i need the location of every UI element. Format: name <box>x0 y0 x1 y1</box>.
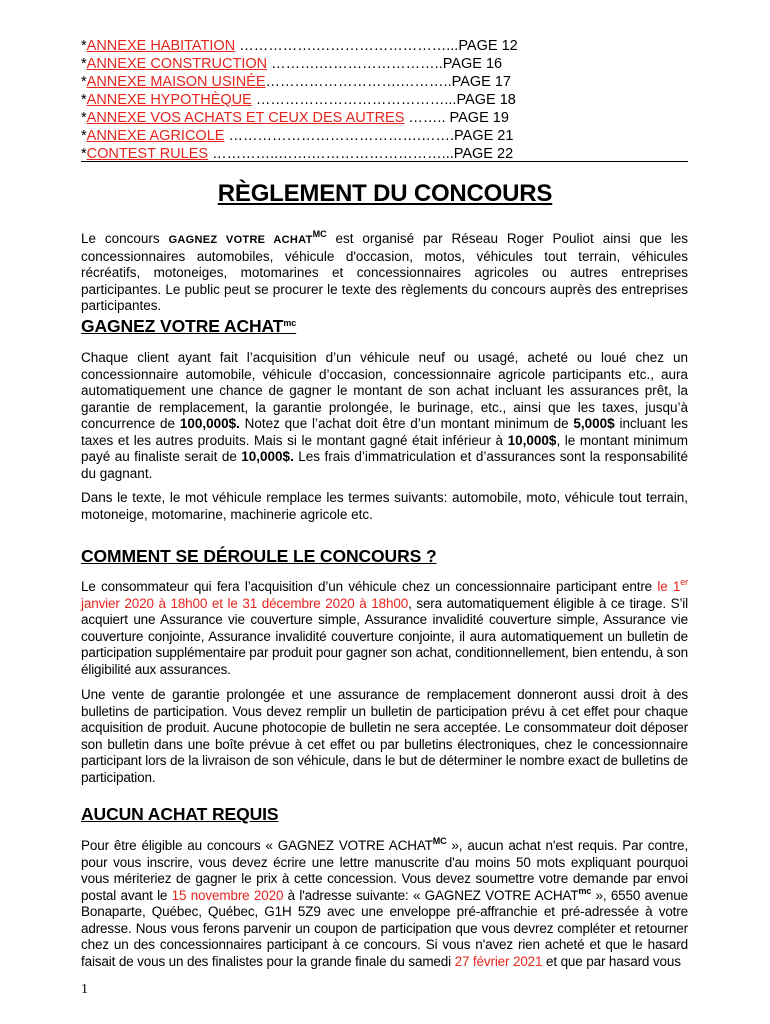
section-heading-deroulement: COMMENT SE DÉROULE LE CONCOURS ? <box>81 546 437 566</box>
toc-row <box>81 73 541 91</box>
trademark: MC <box>312 229 327 239</box>
eligibility-paragraph <box>81 579 688 678</box>
toc-page: PAGE 16 <box>442 56 503 72</box>
toc-page: PAGE 22 <box>453 146 514 162</box>
intro-text: Le concours <box>81 231 169 246</box>
toc-row <box>81 55 541 73</box>
toc-prefix: * <box>81 92 87 108</box>
toc-row <box>81 109 541 127</box>
trademark: mc <box>578 885 592 896</box>
section-heading-aucun-achat: AUCUN ACHAT REQUIS <box>81 804 279 824</box>
toc-page: PAGE 18 <box>456 92 516 108</box>
trademark: mc <box>283 318 297 328</box>
toc-link-annexe-construction[interactable]: ANNEXE CONSTRUCTION <box>86 56 268 72</box>
date-highlight: le 1 <box>657 579 681 594</box>
section-heading-gagnez <box>81 316 296 337</box>
page-title: RÈGLEMENT DU CONCOURS <box>217 180 553 207</box>
toc-link-annexe-vos-achats[interactable]: ANNEXE VOS ACHATS ET CEUX DES AUTRES <box>86 110 405 126</box>
text: incluant les taxes et les autres produits. Mais si le montant gagné était inférieur à <box>81 416 688 448</box>
amount: 100,000$. <box>179 416 240 431</box>
toc-page: PAGE 17 <box>451 74 511 90</box>
toc-leader: …………………………………... <box>251 92 457 108</box>
toc-link-annexe-maison-usinee[interactable]: ANNEXE MAISON USINÉE <box>86 74 266 90</box>
toc-page: PAGE 21 <box>454 128 514 144</box>
amount: 10,000$ <box>507 432 557 448</box>
date-sup: er <box>680 577 688 587</box>
text: », aucun achat n'est requis. Par contre, pour vous inscrire, vous devez écrire une lettre manuscrite d'au moins 50 mots expliquant pourquoi vous mériteriez de gagner le prix à cette concession. Vous devez soumettre votre demande par envoi postal avant le <box>81 838 688 903</box>
amount: 5,000$ <box>573 416 615 431</box>
toc-page: PAGE 19 <box>449 110 509 126</box>
text: Les frais d’immatriculation et d’assurances sont la responsabilité du gagnant. <box>81 449 688 481</box>
toc-leader: ……….…………………….. <box>267 56 443 72</box>
text: à l'adresse suivante: « GAGNEZ VOTRE ACHAT <box>283 887 579 903</box>
date-highlight: 27 février 2021 <box>454 953 543 969</box>
toc-leader: ……………………….……….. <box>265 74 452 90</box>
date-highlight: janvier 2020 à 18h00 et le 31 décembre 2020 à 18h00 <box>81 595 409 611</box>
toc-row <box>81 91 541 109</box>
toc-prefix: * <box>81 56 87 72</box>
toc-row <box>81 37 541 55</box>
toc-leader: …………….………………………... <box>235 38 459 54</box>
toc-prefix: * <box>81 128 87 144</box>
page-number: 1 <box>81 982 88 997</box>
toc-link-annexe-habitation[interactable]: ANNEXE HABITATION <box>86 38 236 54</box>
toc-leader: ………………………………….……. <box>224 128 455 144</box>
text: , sera automatiquement éligible à ce tirage. S’il acquiert une Assurance vie couverture simple, Assurance invalidité couverture simple, Assurance vie couverture conjointe, Assurance invalidité couverture conjointe, il aura automatiquement un bulletin de participation supplémentaire par produit pour gagner son achat, conditionnellement, bien entendu, à son éligibilité aux assurances. <box>81 595 688 677</box>
intro-paragraph <box>81 231 688 315</box>
text: », 6550 avenue Bonaparte, Québec, Québec, G1H 5Z9 avec une enveloppe pré-affranchie et pré-adressée à votre adresse. Nous vous ferons parvenir un coupon de participation que vous devrez compléter et retourner chez un des concessionnaires participant à ce concours. Si vous n'avez rien acheté et que le hasard faisait de vous un des finalistes pour la grande finale du samedi <box>81 887 688 969</box>
prize-paragraph <box>81 350 688 482</box>
toc-row <box>81 127 541 145</box>
text: Notez que l’achat doit être d’un montant minimum de <box>239 416 574 431</box>
divider <box>81 161 688 162</box>
toc-prefix: * <box>81 146 87 162</box>
text: Pour être éligible au concours « GAGNEZ VOTRE ACHAT <box>81 838 433 853</box>
toc-link-contest-rules[interactable]: CONTEST RULES <box>86 146 209 162</box>
toc-leader: …….. <box>404 110 450 126</box>
text: , le montant minimum payé au finaliste serait de <box>81 432 688 464</box>
amount: 10,000$. <box>241 449 294 464</box>
vehicle-definition-paragraph: Dans le texte, le mot véhicule remplace les termes suivants: automobile, moto, véhicule tout terrain, motoneige, motomarine, machinerie agricole etc. <box>81 490 688 522</box>
trademark: MC <box>432 836 447 846</box>
toc-prefix: * <box>81 74 87 90</box>
intro-text: est organisé par Réseau Roger Pouliot ainsi que les concessionnaires automobiles, véhicule d'occasion, motos, véhicules tout terrain, véhicules récréatifs, motoneiges, motomarines et concessionnaires agricoles ou autres entreprises participantes. Le public peut se procurer le texte des règlements du concours auprès des entreprises participantes. <box>81 231 689 313</box>
text: Chaque client ayant fait l’acquisition d’un véhicule neuf ou usagé, acheté ou loué chez un concessionnaire automobile, véhicule d’occasion, concessionnaire agricole participants etc., aura automatiquement une chance de gagner le montant de son achat incluant les assurances prêt, la garantie de remplacement, la garantie prolongée, le burinage, etc., ainsi que les taxes, jusqu’à concurrence de <box>81 350 688 431</box>
toc-prefix: * <box>81 110 87 126</box>
date-highlight: 15 novembre 2020 <box>171 887 284 903</box>
toc-prefix: * <box>81 38 87 54</box>
toc-link-annexe-hypotheque[interactable]: ANNEXE HYPOTHÈQUE <box>86 92 252 108</box>
no-purchase-paragraph <box>81 838 688 970</box>
contest-name: GAGNEZ VOTRE ACHAT <box>168 234 313 246</box>
text: et que par hasard vous <box>542 953 681 969</box>
text: Le consommateur qui fera l’acquisition d’un véhicule chez un concessionnaire participant entre <box>81 579 658 594</box>
heading-text: GAGNEZ VOTRE ACHAT <box>81 316 284 336</box>
annex-index <box>81 37 541 163</box>
toc-link-annexe-agricole[interactable]: ANNEXE AGRICOLE <box>86 128 225 144</box>
toc-leader: …………..…….………………………... <box>208 146 454 162</box>
toc-page: PAGE 12 <box>458 38 518 54</box>
warranty-paragraph: Une vente de garantie prolongée et une assurance de remplacement donneront aussi droit à des bulletins de participation. Vous devez remplir un bulletin de participation prévu à cet effet pour chaque acquisition de produit. Aucune photocopie de bulletin ne sera acceptée. Le consommateur doit déposer son bulletin dans une boîte prévue à cet effet ou par bulletins électroniques, chez le concessionnaire participant lors de la livraison de son véhicule, dans le but de déterminer le nombre exact de bulletins de participation. <box>81 687 688 785</box>
